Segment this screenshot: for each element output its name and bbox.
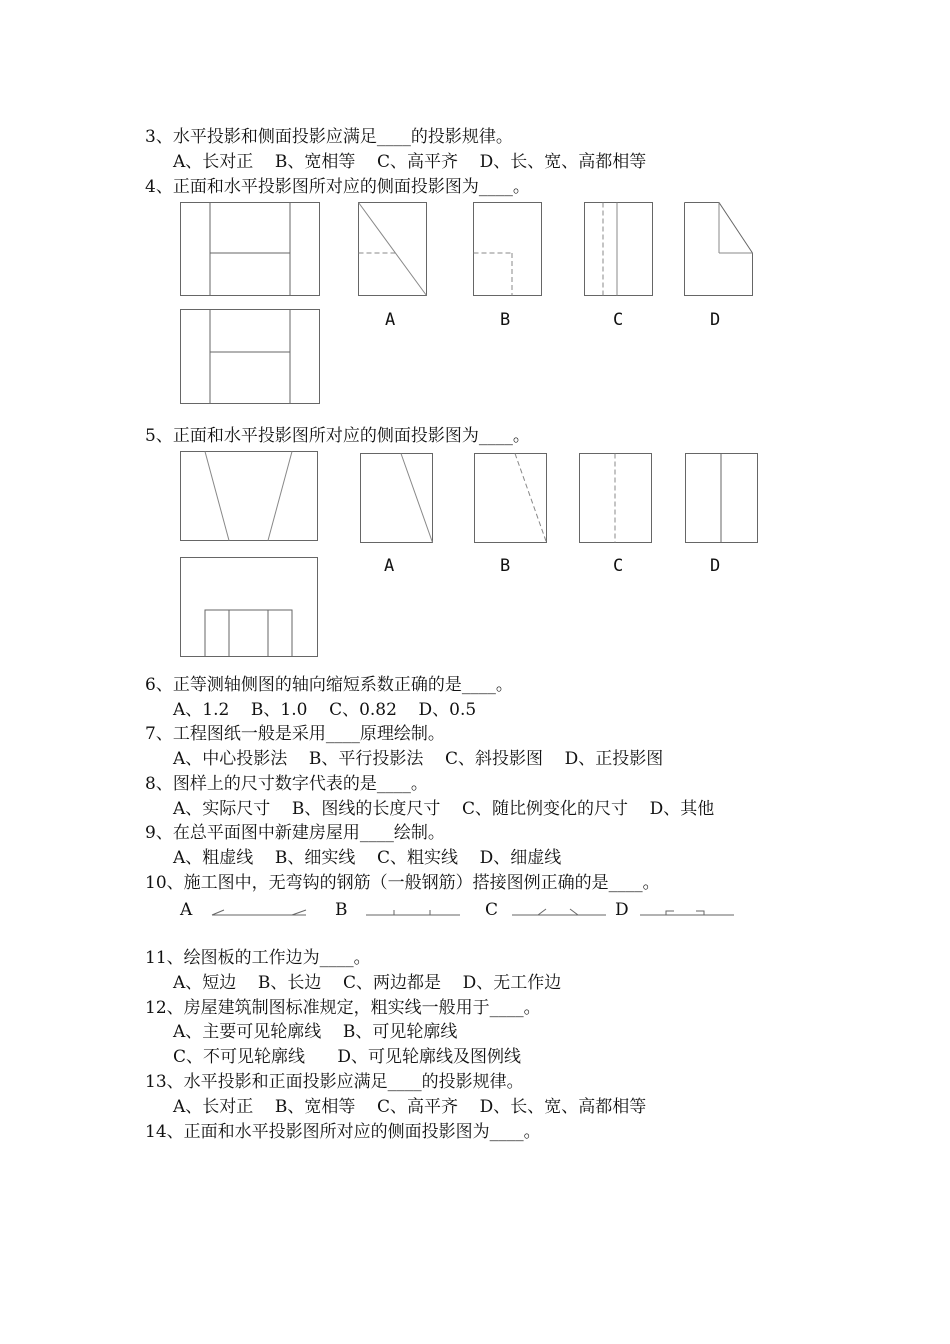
q5-option-a-figure (358, 451, 436, 547)
question-4-stem: 4、正面和水平投影图所对应的侧面投影图为____。 (145, 177, 530, 197)
q5-option-c-figure (577, 451, 655, 547)
question-12-options-1: A、主要可见轮廓线 B、可见轮廓线 (173, 1022, 458, 1042)
q5-label-b: B (500, 556, 511, 576)
q5-label-a: A (384, 556, 395, 576)
q4-label-b: B (500, 310, 511, 330)
question-7-options: A、中心投影法 B、平行投影法 C、斜投影图 D、正投影图 (173, 749, 664, 769)
question-11-options: A、短边 B、长边 C、两边都是 D、无工作边 (173, 973, 562, 993)
question-13-options: A、长对正 B、宽相等 C、高平齐 D、长、宽、高都相等 (173, 1097, 647, 1117)
q10-option-d-symbol (638, 905, 738, 917)
q4-label-a: A (385, 310, 396, 330)
q5-label-d: D (710, 556, 721, 576)
q4-option-c-figure (583, 201, 655, 299)
question-14-stem: 14、正面和水平投影图所对应的侧面投影图为____。 (145, 1122, 541, 1142)
q10-label-b: B (335, 900, 348, 920)
q4-top-view (178, 308, 323, 406)
q5-front-view (178, 450, 321, 546)
question-11-stem: 11、绘图板的工作边为____。 (145, 948, 371, 968)
q10-option-a-symbol (210, 905, 310, 917)
q4-front-view (178, 201, 323, 299)
question-3-stem: 3、水平投影和侧面投影应满足____的投影规律。 (145, 127, 513, 147)
q5-option-d-figure (683, 451, 761, 547)
question-8-stem: 8、图样上的尺寸数字代表的是____。 (145, 774, 428, 794)
q4-label-c: C (613, 310, 624, 330)
question-9-options: A、粗虚线 B、细实线 C、粗实线 D、细虚线 (173, 848, 562, 868)
q10-label-c: C (485, 900, 499, 920)
question-5-stem: 5、正面和水平投影图所对应的侧面投影图为____。 (145, 426, 530, 446)
question-10-stem: 10、施工图中，无弯钩的钢筋（一般钢筋）搭接图例正确的是____。 (145, 873, 660, 893)
question-8-options: A、实际尺寸 B、图线的长度尺寸 C、随比例变化的尺寸 D、其他 (173, 799, 715, 819)
question-6-stem: 6、正等测轴侧图的轴向缩短系数正确的是____。 (145, 675, 513, 695)
question-13-stem: 13、水平投影和正面投影应满足____的投影规律。 (145, 1072, 524, 1092)
question-6-options: A、1.2 B、1.0 C、0.82 D、0.5 (173, 700, 477, 720)
q10-label-a: A (180, 900, 193, 920)
q4-option-a-figure (357, 201, 429, 299)
q4-option-d-figure (683, 201, 755, 299)
question-12-options-2: C、不可见轮廓线 D、可见轮廓线及图例线 (173, 1047, 522, 1067)
q5-top-view (178, 556, 321, 660)
question-9-stem: 9、在总平面图中新建房屋用____绘制。 (145, 823, 445, 843)
question-7-stem: 7、工程图纸一般是采用____原理绘制。 (145, 724, 445, 744)
q4-label-d: D (710, 310, 721, 330)
q10-option-c-symbol (510, 905, 610, 917)
question-3-options: A、长对正 B、宽相等 C、高平齐 D、长、宽、高都相等 (173, 152, 647, 172)
q10-label-d: D (615, 900, 629, 920)
q4-option-b-figure (472, 201, 544, 299)
q10-option-b-symbol (364, 905, 464, 917)
q5-label-c: C (613, 556, 624, 576)
q5-option-b-figure (472, 451, 550, 547)
question-12-stem: 12、房屋建筑制图标准规定，粗实线一般用于____。 (145, 998, 541, 1018)
